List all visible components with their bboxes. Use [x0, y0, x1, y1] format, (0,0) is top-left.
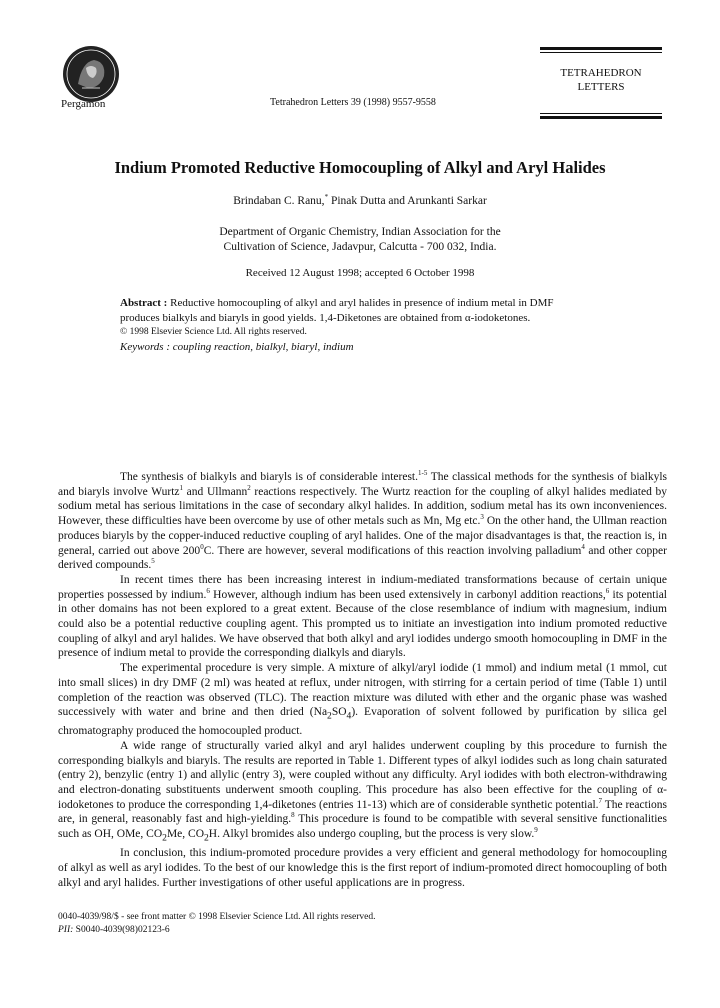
author-names: Pinak Dutta and Arunkanti Sarkar — [328, 195, 487, 207]
article-body — [58, 470, 667, 890]
text-run: This procedure is found to be compatible with several sensitive functionalities such as OH, OMe, CO — [58, 813, 667, 841]
keywords: Keywords : coupling reaction, bialkyl, biaryl, indium — [120, 340, 354, 353]
received-dates: Received 12 August 1998; accepted 6 October 1998 — [245, 267, 475, 279]
body-paragraph — [58, 573, 667, 661]
citation: 5 — [151, 557, 155, 566]
front-matter-line: 0040-4039/98/$ - see front matter © 1998 Elsevier Science Ltd. All rights reserved. — [58, 912, 376, 922]
journal-name-line: LETTERS — [577, 81, 625, 93]
text-run: However, although indium has been used extensively in carbonyl addition reactions, — [209, 588, 606, 601]
citation: 9 — [534, 826, 538, 835]
abstract — [120, 296, 590, 354]
text-run: The synthesis of bialkyls and biaryls is of considerable interest. — [120, 471, 419, 483]
text-run: reactions respectively. The Wurtz reaction for the coupling of alkyl halides mediated by sodium metal has serious limitations in the case of secondary alkyl halides. In addition, sodium metal has its own inconveniences. However, these difficulties have been overcome by use of other metals such as Mn, Mg etc. — [58, 485, 667, 528]
abstract-body: Reductive homocoupling of alkyl and aryl halides in presence of indium metal in DMF produces bialkyls and biaryls in good yields. 1,4-Diketones are obtained from α-iodoketones. — [120, 297, 554, 324]
elsevier-tree-logo-icon — [60, 44, 122, 104]
pii-label: PII: — [58, 925, 76, 935]
citation: 4 — [581, 542, 585, 551]
body-paragraph — [58, 739, 667, 846]
citation: 1 — [179, 483, 183, 492]
citation: 2 — [247, 483, 251, 492]
pii-value: S0040-4039(98)02123-6 — [75, 925, 170, 935]
journal-name-line: TETRAHEDRON — [560, 67, 642, 79]
header-rule — [540, 116, 662, 119]
header-rule — [540, 113, 662, 114]
citation: 1-5 — [418, 469, 428, 478]
text-run: SO — [331, 706, 347, 719]
text-run: On the other hand, the Ullman reaction produces biaryls by the copper-induced reductive coupling of aryl halides. One of the major disadvantages is that, the reaction is, in general, carried out above 200 — [58, 515, 667, 557]
journal-name — [540, 66, 662, 94]
text-run: H. Alkyl bromides also undergo coupling, but the process is very slow. — [208, 828, 535, 841]
subscript: 2 — [327, 710, 332, 722]
text-run: A wide range of structurally varied alkyl and aryl halides underwent coupling by this procedure to furnish the corresponding bialkyls and biaryls. The results are reported in Table 1. Different types of alkyl iodides such as long chain saturated (entry 2), benzylic (entry 1) and allylic (entry 3), were coupled without any difficulty. Aryl iodides with both electron-withdrawing and electron-donating substituents underwent smooth coupling. This procedure has also been effective for the coupling of α-iodoketones to produce the corresponding 1,4-diketones (entries 11-13) which are of considerable synthetic potential. — [58, 739, 667, 811]
page-footer — [58, 911, 375, 937]
abstract-text — [120, 296, 590, 325]
text-run: The reactions are, in general, reasonably fast and high-yielding. — [58, 798, 667, 826]
header-rule — [540, 47, 662, 50]
citation: 6 — [206, 586, 210, 595]
author-list — [0, 195, 720, 207]
affiliation-line: Cultivation of Science, Jadavpur, Calcutta - 700 032, India. — [223, 241, 497, 253]
article-title: Indium Promoted Reductive Homocoupling of Alkyl and Aryl Halides — [114, 158, 606, 177]
affiliation-line: Department of Organic Chemistry, Indian Association for the — [219, 226, 501, 238]
citation: 7 — [598, 796, 603, 805]
author-name: Brindaban C. Ranu, — [233, 195, 325, 207]
text-run: In recent times there has been increasing interest in indium-mediated transformations because of certain unique properties possessed by indium. — [58, 573, 667, 601]
text-run: The experimental procedure is very simple. A mixture of alkyl/aryl iodide (1 mmol) and indium metal (1 mmol, cut into small slices) in dry DMF (2 ml) was heated at reflux, under nitrogen, with stirring for a certain period of time (Table 1) until completion of the reaction was observed (TLC). The reaction mixture was diluted with ether and the organic phase was washed successively with water and brine and then dried (Na — [58, 662, 667, 719]
body-paragraph: In conclusion, this indium-promoted procedure provides a very efficient and general methodology for homocoupling of alkyl as well as aryl iodides. To the best of our knowledge this is the first report of indium-promoted direct homocoupling of both alkyl and aryl halides. Further investigations of other useful applications are in progress. — [58, 847, 667, 889]
subscript: 2 — [162, 832, 167, 844]
text-run: ). Evaporation of solvent followed by purification by silica gel chromatography produced the homocoupled product. — [58, 706, 667, 738]
abstract-label: Abstract : — [120, 297, 171, 309]
text-run: and other copper derived compounds. — [58, 544, 667, 572]
text-run: Me, CO — [166, 828, 204, 841]
citation: 6 — [605, 586, 610, 595]
text-run: The classical methods for the synthesis of bialkyls and biaryls involve Wurtz — [58, 471, 667, 498]
copyright-line: © 1998 Elsevier Science Ltd. All rights reserved. — [120, 327, 307, 337]
body-paragraph — [58, 661, 667, 739]
pii-line — [58, 924, 375, 937]
degree-mark: 0 — [200, 542, 204, 551]
corresponding-author-mark: * — [324, 193, 329, 202]
citation: 8 — [291, 811, 295, 820]
subscript: 4 — [346, 710, 352, 722]
text-run: its potential in other domains has not been explored to a great extent. Because of the close resemblance of indium with magnesium, indium could also be a potential reductive coupling agent. This prompted us to initiate an investigation into indium promoted reductive coupling of alkyl and aryl halides. We have observed that both alkyl and aryl iodides undergo smooth homocoupling in DMF in the presence of indium metal to provide the corresponding dialkyls and diaryls. — [58, 588, 667, 660]
text-run: and Ullmann — [183, 485, 248, 498]
affiliation — [0, 225, 720, 255]
subscript: 2 — [204, 832, 209, 844]
publisher-name: Pergamon — [61, 98, 106, 110]
body-paragraph — [58, 470, 667, 573]
citation: 3 — [480, 513, 484, 522]
header-rule — [540, 52, 662, 53]
journal-reference: Tetrahedron Letters 39 (1998) 9557-9558 — [270, 97, 436, 108]
text-run: C. There are however, several modifications of this reaction involving palladium — [203, 544, 582, 557]
